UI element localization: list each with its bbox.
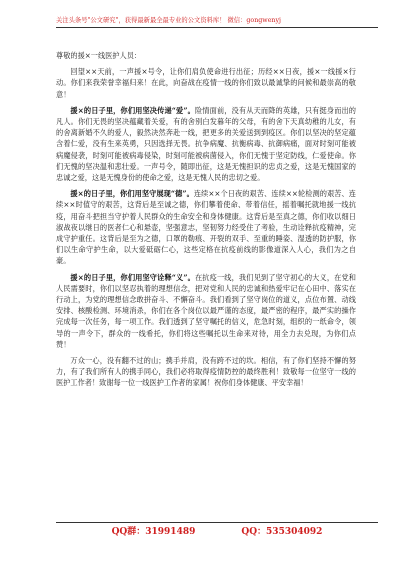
- paragraph-intro: 回望××天前，一声援×号令，让你们肩负使命进行出征；历经××日夜，援×一线援×行动。你们来我荣誉幸福归来！在此，向奋战在疫情一线的你们致以最诚挚的问候和最崇高的敬意！: [56, 67, 356, 99]
- qq-number: QQ：535304092: [241, 527, 323, 537]
- footer: [56, 526, 378, 538]
- paragraph-love-text: 险情面前，没有从天而降的英雄，只有挺身而出的凡人。你们无畏的坚决蕴藏着关爱，有的舍别白发暮年的父母，有的舍下天真幼稚的儿女，有的舍离新婚不久的爱人，毅然决然奔赴一线，把更多的关爱送到到疫区。你们以坚决的坚定蕴含着仁爱，没有生来英勇，只因选择无畏。抗争病魔、抗衡病毒、抗御病痛，面对时刻可能被病魔侵袭，时刻可能被病毒侵染，时刻可能被病菌侵入，你们无愧于坚定防线，仁爱使命。你们无愧的坚决温和悲壮爱。一声号令，随即出征，这是无愧担识的忠贞之爱，这是无愧国家的忠诚之爱，这是无愧身份的使命之爱，这是无愧人民的忠切之爱。: [56, 105, 356, 183]
- heading-love: 援×的日子里，你们用坚决传递“爱”。: [70, 105, 195, 115]
- heading-virtue: 援×的日子里，你们用坚守展现“德”。: [70, 189, 194, 199]
- footer-divider: [56, 522, 378, 523]
- paragraph-righteousness: [56, 272, 356, 350]
- heading-righteousness: 援×的日子里，你们用坚守诠释“义”。: [70, 272, 195, 282]
- paragraph-virtue: [56, 188, 356, 266]
- header-divider: [56, 27, 378, 28]
- paragraph-virtue-text: 连续××个日夜的艰苦、连续××轮检测的艰苦、连续××时值守的艰苦，这背后是至诚之德，你们攀着使命、带着信任，摇着嘱托就地援一线抗疫，用奋斗把担当守护着人民群众的生命安全和身体健康。这背后是至真之德，你们收以细日淑战夜以继日的医者仁心和悬壶，坚强意志，坚韧努力经受住了考验，生动诠释抗疫精神，完成守护重任。这背后是至为之德，口罩的勒痕、开裂的双手、至重的睡姿、湿透的防护服，你们以生命守护生命，以大爱砥砺仁心，这些定格在抗疫前线的影像道深入人心，我们为之自豪。: [56, 189, 356, 266]
- paragraph-love: [56, 105, 356, 183]
- promo-banner: 关注头条号"公文研究"，获得最新最全最专业的公文资料库！ 微信：gongwenyj: [56, 17, 281, 24]
- paragraph-righteousness-text: 在抗疫一线，我们见到了坚守初心的大义，在党和人民需要时，你们以坚忍执着的理想信念，把对党和人民的忠诚和热爱牢记在心田中、落实在行动上，为党的理想信念敢拼奋斗、不懈奋斗。我们看到了坚守岗位的道义，点位布置、动线安排、核酸检测、环境消杀，你们在各个岗位以最严谨的态度，最严密的程序，最严实的操作完成每一次任务，每一项工作。我们透到了坚守嘱托的信义，危急时刻，组织的一纸命令，领导的一声令下，群众的一线希托，你们将这些嘱托以生命来对待，用全力去兑现，为你们点赞！: [56, 272, 356, 349]
- paragraph-closing: 万众一心，没有翻不过的山；携手并肩，没有跨不过的坎。相信，有了你们坚持不懈的努力，有了我们所有人的携手同心，我们必将取得疫情防控的最终胜利！致敬每一位坚守一线的医护工作者！致谢每一位一线医护工作者的家属！祝你们身体健康、平安幸福！: [56, 356, 356, 388]
- qq-group: QQ群：31991489: [111, 527, 196, 537]
- letter-body: [56, 50, 356, 389]
- greeting: 尊敬的援×一线医护人员：: [56, 51, 142, 60]
